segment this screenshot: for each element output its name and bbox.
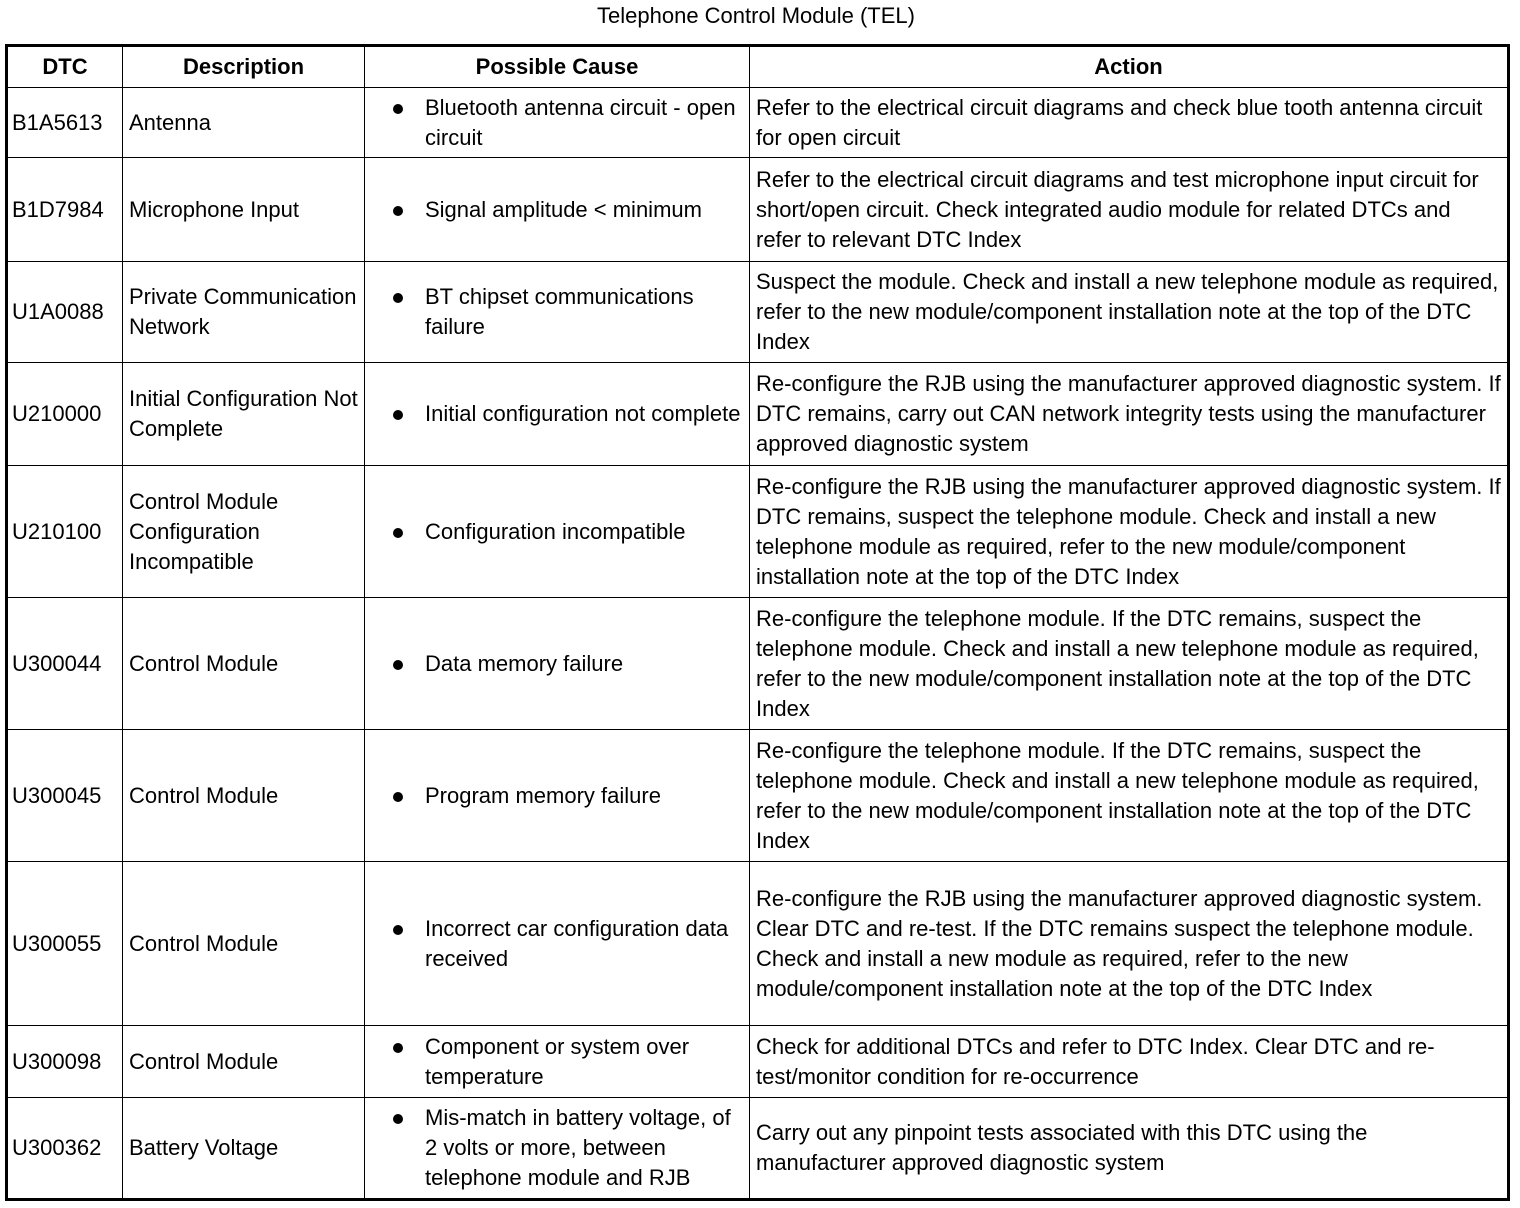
cause-text: Data memory failure	[425, 650, 624, 676]
dtc-code: U300045	[7, 730, 123, 862]
possible-cause	[365, 730, 750, 862]
description: Control Module Configuration Incompatible	[123, 466, 365, 598]
dtc-code: U210000	[7, 363, 123, 466]
possible-cause	[365, 262, 750, 363]
action: Refer to the electrical circuit diagrams and check blue tooth antenna circuit for open circuit	[750, 88, 1509, 158]
table-row	[7, 862, 1509, 1026]
dtc-code: U210100	[7, 466, 123, 598]
table-header-row	[7, 46, 1509, 88]
cause-text: Initial configuration not complete	[425, 401, 741, 426]
description: Control Module	[123, 1026, 365, 1098]
bullet-icon	[393, 293, 403, 303]
page-title: Telephone Control Module (TEL)	[597, 3, 915, 28]
description: Microphone Input	[123, 158, 365, 262]
bullet-icon	[393, 1043, 403, 1053]
cause-text: BT chipset communications failure	[425, 284, 694, 339]
action: Re-configure the RJB using the manufacturer approved diagnostic system. Clear DTC and re-test. If the DTC remains suspect the telephone module. Check and install a new module as required, refer to the new module/component installation note at the top of the DTC Index	[750, 862, 1509, 1026]
table-row	[7, 598, 1509, 730]
bullet-icon	[393, 1114, 403, 1124]
possible-cause	[365, 862, 750, 1026]
header-dtc: DTC	[7, 46, 123, 88]
table-row	[7, 466, 1509, 598]
possible-cause	[365, 1026, 750, 1098]
bullet-icon	[393, 104, 403, 114]
table-row	[7, 363, 1509, 466]
action: Suspect the module. Check and install a new telephone module as required, refer to the new module/component installation note at the top of the DTC Index	[750, 262, 1509, 363]
dtc-code: B1D7984	[7, 158, 123, 262]
action: Carry out any pinpoint tests associated with this DTC using the manufacturer approved diagnostic system	[750, 1098, 1509, 1200]
cause-text: Mis-match in battery voltage, of 2 volts or more, between telephone module and RJB	[425, 1105, 731, 1190]
possible-cause	[365, 1098, 750, 1200]
bullet-icon	[393, 660, 403, 670]
table-row	[7, 88, 1509, 158]
table-row	[7, 262, 1509, 363]
possible-cause	[365, 363, 750, 466]
bullet-icon	[393, 528, 403, 538]
bullet-icon	[393, 925, 403, 935]
dtc-code: U300362	[7, 1098, 123, 1200]
action: Check for additional DTCs and refer to DTC Index. Clear DTC and re-test/monitor condition for re-occurrence	[750, 1026, 1509, 1098]
bullet-icon	[393, 206, 403, 216]
action: Re-configure the RJB using the manufacturer approved diagnostic system. If DTC remains, suspect the telephone module. Check and install a new telephone module as required, refer to the new module/component installation note at the top of the DTC Index	[750, 466, 1509, 598]
table-row	[7, 730, 1509, 862]
table-row	[7, 1026, 1509, 1098]
table-row	[7, 158, 1509, 262]
bullet-icon	[393, 410, 403, 420]
bullet-icon	[393, 792, 403, 802]
description: Control Module	[123, 730, 365, 862]
header-possible-cause: Possible Cause	[365, 46, 750, 88]
description: Private Communication Network	[123, 262, 365, 363]
description: Control Module	[123, 598, 365, 730]
dtc-code: B1A5613	[7, 88, 123, 158]
cause-text: Program memory failure	[425, 782, 661, 808]
description: Initial Configuration Not Complete	[123, 363, 365, 466]
header-description: Description	[123, 46, 365, 88]
possible-cause	[365, 158, 750, 262]
action: Re-configure the telephone module. If the DTC remains, suspect the telephone module. Check and install a new telephone module as required, refer to the new module/component installation note at the top of the DTC Index	[750, 598, 1509, 730]
dtc-code: U300044	[7, 598, 123, 730]
description: Battery Voltage	[123, 1098, 365, 1200]
cause-text: Bluetooth antenna circuit - open circuit	[425, 94, 736, 150]
possible-cause	[365, 598, 750, 730]
description: Antenna	[123, 88, 365, 158]
cause-text: Incorrect car configuration data received	[425, 915, 729, 971]
dtc-code: U300055	[7, 862, 123, 1026]
cause-text: Signal amplitude < minimum	[425, 196, 702, 222]
cause-text: Configuration incompatible	[425, 518, 686, 544]
dtc-table	[5, 44, 1510, 1201]
action: Re-configure the RJB using the manufacturer approved diagnostic system. If DTC remains, carry out CAN network integrity tests using the manufacturer approved diagnostic system	[750, 363, 1509, 466]
header-action: Action	[750, 46, 1509, 88]
possible-cause	[365, 88, 750, 158]
description: Control Module	[123, 862, 365, 1026]
table-row	[7, 1098, 1509, 1200]
possible-cause	[365, 466, 750, 598]
dtc-code: U1A0088	[7, 262, 123, 363]
cause-text: Component or system over temperature	[425, 1033, 690, 1089]
action: Re-configure the telephone module. If the DTC remains, suspect the telephone module. Check and install a new telephone module as required, refer to the new module/component installation note at the top of the DTC Index	[750, 730, 1509, 862]
action: Refer to the electrical circuit diagrams and test microphone input circuit for short/open circuit. Check integrated audio module for related DTCs and refer to relevant DTC Index	[750, 158, 1509, 262]
dtc-code: U300098	[7, 1026, 123, 1098]
